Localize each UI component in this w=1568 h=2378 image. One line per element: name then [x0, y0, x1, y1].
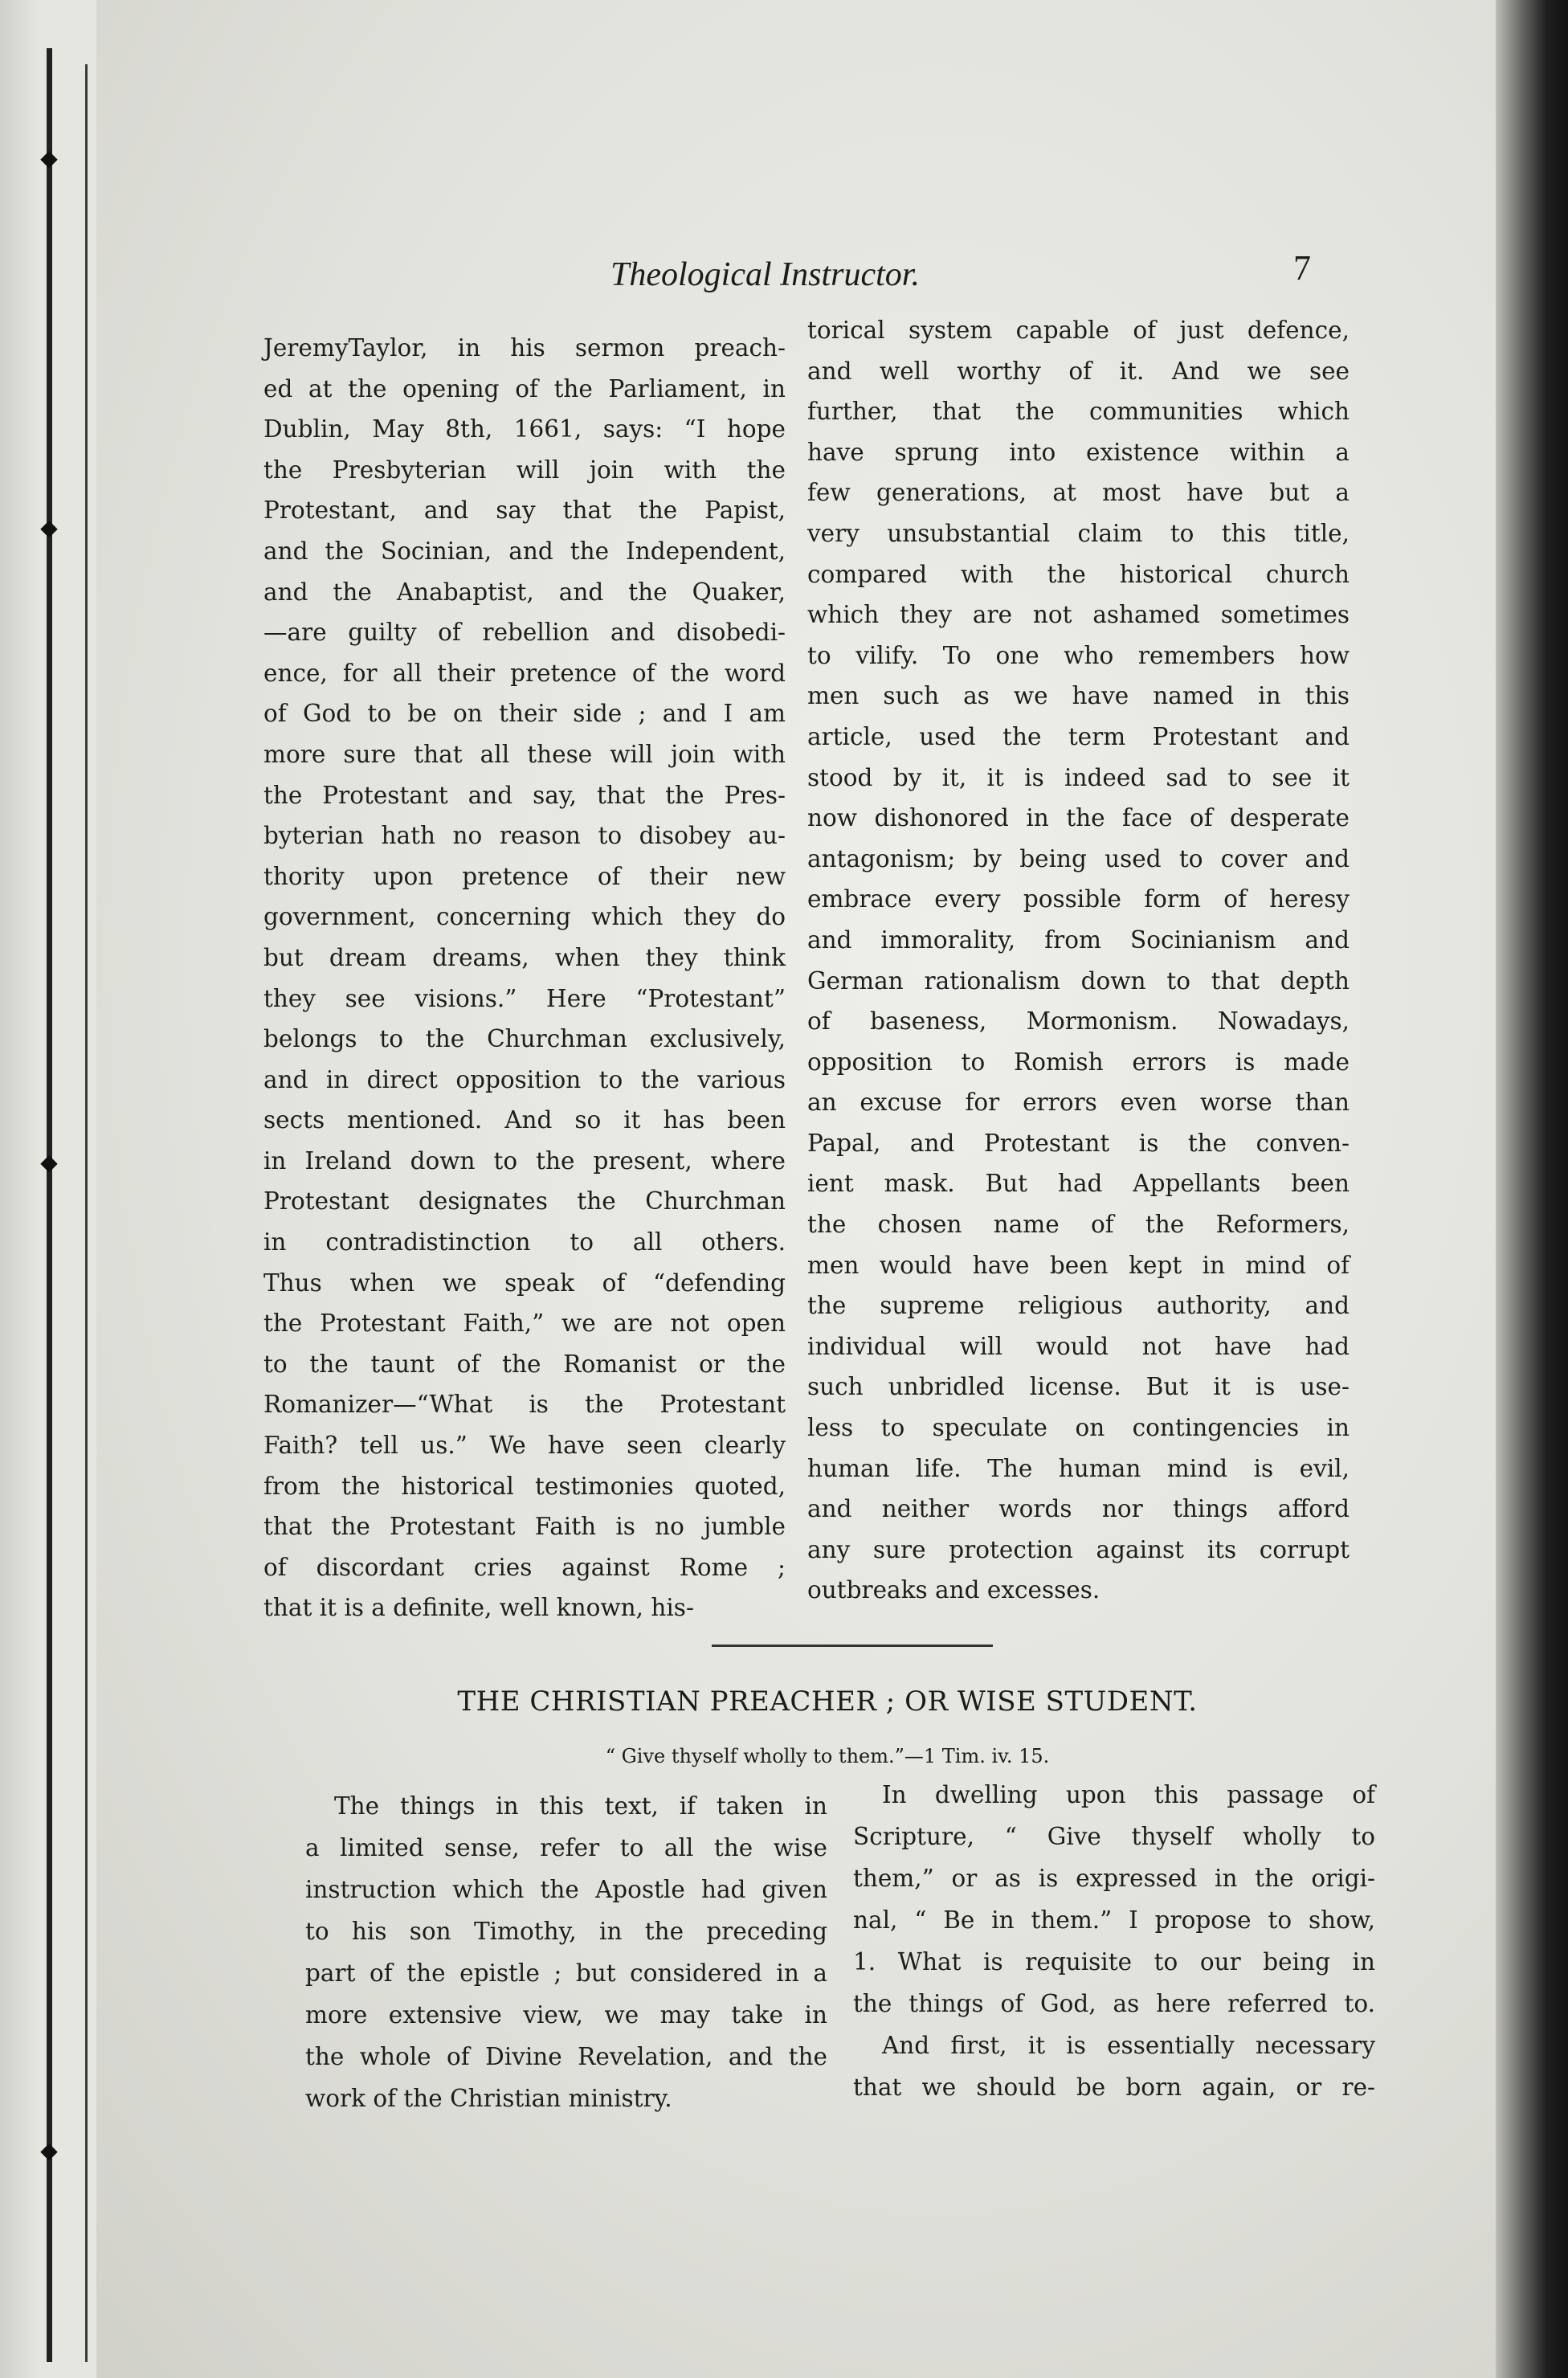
text-line: and the Socinian, and the Independent, — [263, 537, 786, 565]
text-line: torical system capable of just defence, — [807, 317, 1350, 344]
text-line: in Ireland down to the present, where — [263, 1146, 786, 1175]
text-line: them,” or as is expressed in the origi- — [853, 1865, 1375, 1892]
text-line: from the historical testimonies quoted, — [263, 1472, 786, 1500]
text-line: thority upon pretence of their new — [263, 862, 786, 890]
text-line: few generations, at most have but a — [807, 479, 1350, 507]
text-column-right — [807, 310, 1350, 1611]
text-line: and well worthy of it. And we see — [807, 357, 1350, 385]
text-line: very unsubstantial claim to this title, — [807, 519, 1350, 547]
text-line: compared with the historical church — [807, 560, 1350, 588]
text-line: byterian hath no reason to disobey au- — [263, 822, 786, 850]
text-line: more extensive view, we may take in — [305, 2001, 827, 2029]
epigraph: “ Give thyself wholly to them.”—1 Tim. iv. 15. — [605, 1745, 1050, 1767]
text-line: men would have been kept in mind of — [807, 1251, 1350, 1279]
article-column-right — [853, 1774, 1375, 2108]
page-edge-line — [85, 64, 88, 2362]
text-line: sects mentioned. And so it has been — [263, 1106, 786, 1134]
text-line: and the Anabaptist, and the Quaker, — [263, 578, 786, 606]
running-head: Theological Instructor. — [610, 256, 920, 293]
text-line: ient mask. But had Appellants been — [807, 1170, 1350, 1198]
text-line: the Protestant and say, that the Pres- — [263, 781, 786, 809]
text-line: JeremyTaylor, in his sermon preach- — [263, 334, 786, 362]
text-line: and neither words nor things afford — [807, 1495, 1350, 1523]
text-line: In dwelling upon this passage of — [882, 1781, 1375, 1808]
text-line: but dream dreams, when they think — [263, 943, 786, 971]
text-line: And first, it is essentially necessary — [882, 2032, 1375, 2059]
section-rule — [712, 1645, 993, 1647]
text-line: the whole of Divine Revelation, and the — [305, 2043, 827, 2070]
text-line: that we should be born again, or re- — [853, 2074, 1375, 2101]
text-line: Papal, and Protestant is the conven- — [807, 1129, 1350, 1157]
text-line: 1. What is requisite to our being in — [853, 1948, 1375, 1976]
text-line: an excuse for errors even worse than — [807, 1089, 1350, 1117]
text-line: belongs to the Churchman exclusively, — [263, 1025, 786, 1053]
text-line: to the taunt of the Romanist or the — [263, 1350, 786, 1378]
text-line: any sure protection against its corrupt — [807, 1535, 1350, 1563]
text-line: The things in this text, if taken in — [334, 1792, 827, 1820]
text-line: German rationalism down to that depth — [807, 966, 1350, 995]
text-line: Faith? tell us.” We have seen clearly — [263, 1432, 786, 1460]
text-line: —are guilty of rebellion and disobedi- — [263, 619, 786, 647]
text-line: Romanizer—“What is the Protestant — [263, 1391, 786, 1419]
text-line: and in direct opposition to the various — [263, 1065, 786, 1093]
text-line: embrace every possible form of heresy — [807, 885, 1350, 913]
text-line: have sprung into existence within a — [807, 438, 1350, 466]
text-line: nal, “ Be in them.” I propose to show, — [853, 1906, 1375, 1934]
text-line: outbreaks and excesses. — [807, 1576, 1100, 1604]
binding-mark: ◆ — [40, 2137, 58, 2163]
text-line: further, that the communities which — [807, 398, 1350, 426]
text-line: human life. The human mind is evil, — [807, 1454, 1350, 1482]
text-line: that it is a definite, well known, his- — [263, 1594, 694, 1622]
binding-mark: ◆ — [40, 1149, 58, 1175]
text-line: government, concerning which they do — [263, 903, 786, 931]
text-line: now dishonored in the face of desperate — [807, 804, 1350, 832]
text-line: stood by it, it is indeed sad to see it — [807, 763, 1350, 791]
text-line: to vilify. To one who remembers how — [807, 641, 1350, 669]
binding-edge — [47, 48, 52, 2362]
text-line: of God to be on their side ; and I am — [263, 700, 786, 728]
text-line: ed at the opening of the Parliament, in — [263, 374, 786, 402]
text-line: opposition to Romish errors is made — [807, 1048, 1350, 1076]
text-line: Scripture, “ Give thyself wholly to — [853, 1823, 1375, 1850]
text-line: individual will would not have had — [807, 1332, 1350, 1360]
text-line: men such as we have named in this — [807, 682, 1350, 710]
text-line: ence, for all their pretence of the word — [263, 659, 786, 687]
text-line: antagonism; by being used to cover and — [807, 844, 1350, 872]
page-number: 7 — [1293, 248, 1311, 288]
text-line: in contradistinction to all others. — [263, 1228, 786, 1256]
text-line: work of the Christian ministry. — [305, 2085, 672, 2112]
text-line: of discordant cries against Rome ; — [263, 1553, 786, 1581]
text-line: the chosen name of the Reformers, — [807, 1211, 1350, 1239]
text-line: more sure that all these will join with — [263, 740, 786, 768]
text-line: of baseness, Mormonism. Nowadays, — [807, 1007, 1350, 1036]
text-column-left — [263, 328, 786, 1628]
scan-right-edge — [1496, 0, 1568, 2378]
text-line: Protestant designates the Churchman — [263, 1187, 786, 1216]
text-line: the Protestant Faith,” we are not open — [263, 1310, 786, 1338]
text-line: the supreme religious authority, and — [807, 1292, 1350, 1320]
text-line: they see visions.” Here “Protestant” — [263, 984, 786, 1012]
text-line: such unbridled license. But it is use- — [807, 1373, 1350, 1401]
binding-mark: ◆ — [40, 514, 58, 541]
text-line: the things of God, as here referred to. — [853, 1990, 1375, 2017]
binding-mark: ◆ — [40, 145, 58, 171]
article-column-left — [305, 1785, 827, 2119]
article-title: THE CHRISTIAN PREACHER ; OR WISE STUDENT. — [457, 1685, 1198, 1718]
text-line: a limited sense, refer to all the wise — [305, 1834, 827, 1861]
text-line: part of the epistle ; but considered in a — [305, 1959, 827, 1987]
text-line: article, used the term Protestant and — [807, 722, 1350, 750]
text-line: Thus when we speak of “defending — [263, 1269, 786, 1297]
text-line: less to speculate on contingencies in — [807, 1414, 1350, 1442]
text-line: to his son Timothy, in the preceding — [305, 1918, 827, 1945]
text-line: the Presbyterian will join with the — [263, 456, 786, 484]
text-line: Protestant, and say that the Papist, — [263, 496, 786, 525]
text-line: and immorality, from Socinianism and — [807, 925, 1350, 954]
text-line: Dublin, May 8th, 1661, says: “I hope — [263, 415, 786, 443]
text-line: which they are not ashamed sometimes — [807, 601, 1350, 629]
text-line: that the Protestant Faith is no jumble — [263, 1513, 786, 1541]
text-line: instruction which the Apostle had given — [305, 1876, 827, 1903]
